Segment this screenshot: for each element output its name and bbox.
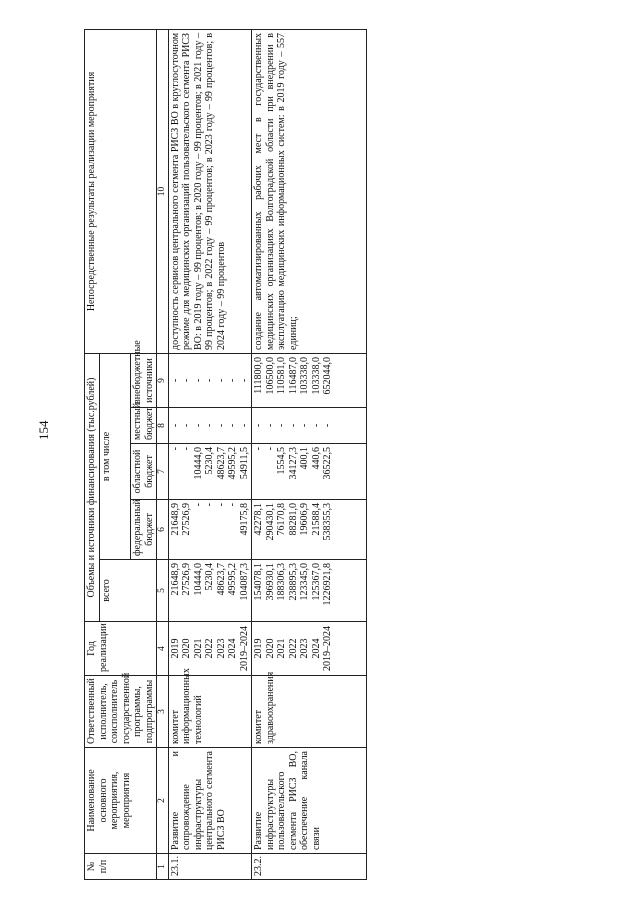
header-results: Непосредственные результаты реализации мероприятия xyxy=(85,29,157,353)
value: 123345,0 xyxy=(299,563,311,601)
header-federal: федеральный бюджет xyxy=(131,500,157,560)
value: 538355,3 xyxy=(322,503,334,541)
value: - xyxy=(299,423,311,428)
value: 27526,9 xyxy=(181,563,193,596)
row-local xyxy=(168,408,252,444)
value: - xyxy=(204,503,216,507)
value: - xyxy=(215,378,227,383)
header-total: всего xyxy=(99,560,157,622)
year: 2023 xyxy=(299,638,311,659)
value: 440,6 xyxy=(310,447,322,470)
value: - xyxy=(192,423,204,428)
value: - xyxy=(322,423,334,428)
header-year: Год реализации xyxy=(85,622,157,676)
row-regional xyxy=(168,444,252,500)
value: 21588,4 xyxy=(310,503,322,536)
header-funding: Объемы и источники финансирования (тыс.рублей) xyxy=(85,353,100,621)
value: 103338,0 xyxy=(310,356,322,395)
value: - xyxy=(276,423,288,428)
value: 116487,0 xyxy=(287,356,299,395)
row-offbudget xyxy=(252,353,367,407)
row-total xyxy=(168,560,252,622)
header-regional: областной бюджет xyxy=(131,444,157,500)
year: 2021 xyxy=(192,638,204,659)
row-local xyxy=(252,408,367,444)
row-num: 23.2. xyxy=(252,854,367,880)
row-num: 23.1. xyxy=(168,854,252,880)
header-name: Наименование основного мероприятия, мероприятия xyxy=(85,748,157,854)
value: 36522,5 xyxy=(322,447,334,480)
value: - xyxy=(215,423,227,428)
year: 2019 xyxy=(253,638,265,659)
year: 2022 xyxy=(287,638,299,659)
row-executor: комитет здравоохранения xyxy=(252,676,367,748)
value: - xyxy=(238,378,250,383)
value: 48623,7 xyxy=(215,563,227,596)
col-number: 4 xyxy=(157,622,169,676)
value: - xyxy=(310,423,322,428)
header-local: местный бюджет xyxy=(131,408,157,444)
year: 2024 xyxy=(310,638,322,659)
table-row xyxy=(252,29,367,879)
value: 1226921,8 xyxy=(322,563,334,606)
col-number: 8 xyxy=(157,408,169,444)
value: 76170,8 xyxy=(276,503,288,536)
year: 2019 xyxy=(169,638,181,659)
value: 49175,8 xyxy=(238,503,250,536)
value: - xyxy=(169,423,181,428)
col-number: 5 xyxy=(157,560,169,622)
value: 42278,1 xyxy=(253,503,265,536)
year: 2019–2024 xyxy=(322,626,334,671)
value: 5230,4 xyxy=(204,563,216,591)
value: - xyxy=(215,503,227,507)
header-executor: Ответственный исполнитель, соисполнитель государственной программы, подпрограммы xyxy=(85,676,157,748)
value: 103338,0 xyxy=(299,356,311,395)
col-number: 7 xyxy=(157,444,169,500)
col-number: 6 xyxy=(157,500,169,560)
value: 49595,2 xyxy=(227,563,239,596)
value: - xyxy=(181,378,193,383)
program-table xyxy=(84,29,367,880)
value: - xyxy=(238,423,250,428)
page-number: 154 xyxy=(36,420,51,440)
row-executor: комитет информационных технологий xyxy=(168,676,252,748)
value: - xyxy=(227,503,239,507)
row-regional xyxy=(252,444,367,500)
row-federal xyxy=(168,500,252,560)
year: 2024 xyxy=(227,638,239,659)
col-number: 9 xyxy=(157,353,169,407)
value: 188306,3 xyxy=(276,563,288,601)
col-number: 3 xyxy=(157,676,169,748)
value: 10444,0 xyxy=(192,447,204,480)
row-result: создание автоматизированных рабочих мест в государственных медицинских организациях Волгоградской области при внедрении в эксплуатацию медицинских информационных систем: в 2019 году – 557 единиц; xyxy=(252,29,367,353)
value: 21648,9 xyxy=(169,563,181,596)
header-incl: в том числе xyxy=(99,353,131,559)
value: - xyxy=(227,378,239,383)
value: 396930,1 xyxy=(264,563,276,601)
value: 27526,9 xyxy=(181,503,193,536)
value: 49595,2 xyxy=(227,447,239,480)
value: - xyxy=(192,378,204,383)
value: 652044,0 xyxy=(322,356,334,395)
value: - xyxy=(253,423,265,428)
value: 88281,0 xyxy=(287,503,299,536)
value: 290430,1 xyxy=(264,503,276,541)
value: - xyxy=(192,503,204,507)
col-number: 10 xyxy=(157,29,169,353)
value: 111800,0 xyxy=(253,356,265,394)
value: - xyxy=(287,423,299,428)
value: 154078,1 xyxy=(253,563,265,601)
year: 2020 xyxy=(264,638,276,659)
year: 2020 xyxy=(181,638,193,659)
col-number: 2 xyxy=(157,748,169,854)
value: - xyxy=(227,423,239,428)
row-years xyxy=(252,622,367,676)
row-result: доступность сервисов центрального сегмента РИСЗ ВО в круглосуточном режиме для медицинских организаций пользовательского сегмента РИСЗ ВО: в 2019 году – 99 процентов; в 2020 году – 99 процентов; в 2021 году – 99 процентов; в 2022 году – 99 процентов; в 2023 году – 99 процентов; в 2024 году – 99 процентов xyxy=(168,29,252,353)
value: 34127,3 xyxy=(287,447,299,480)
value: - xyxy=(264,423,276,428)
rotated-document xyxy=(84,30,636,880)
value: 400,1 xyxy=(299,447,311,470)
value: 238895,3 xyxy=(287,563,299,601)
value: 104087,3 xyxy=(238,563,250,601)
col-number: 1 xyxy=(157,854,169,880)
value: - xyxy=(181,423,193,428)
value: 106500,0 xyxy=(264,356,276,395)
header-offbudget: внебюджетные источники xyxy=(131,353,157,407)
value: - xyxy=(253,447,265,451)
value: - xyxy=(264,447,276,451)
value: 54911,5 xyxy=(238,447,250,480)
value: 21648,9 xyxy=(169,503,181,536)
row-federal xyxy=(252,500,367,560)
year: 2019–2024 xyxy=(238,626,250,671)
value: - xyxy=(169,378,181,383)
value: - xyxy=(169,447,181,451)
year: 2023 xyxy=(215,638,227,659)
value: 48623,7 xyxy=(215,447,227,480)
value: - xyxy=(204,423,216,428)
year: 2022 xyxy=(204,638,216,659)
row-name: Развитие и сопровождение инфраструктуры центрального сегмента РИСЗ ВО xyxy=(168,748,252,854)
value: - xyxy=(181,447,193,451)
value: 110581,0 xyxy=(276,356,288,395)
value: 1554,5 xyxy=(276,447,288,475)
value: 125367,0 xyxy=(310,563,322,601)
header-num: № п/п xyxy=(85,854,157,880)
year: 2021 xyxy=(276,638,288,659)
table-row xyxy=(168,29,252,879)
row-name: Развитие инфраструктуры пользовательского сегмента РИСЗ ВО, обеспечение канала связи xyxy=(252,748,367,854)
row-offbudget xyxy=(168,353,252,407)
row-total xyxy=(252,560,367,622)
value: - xyxy=(204,378,216,383)
value: 10444,0 xyxy=(192,563,204,596)
value: 5230,4 xyxy=(204,447,216,475)
value: 19606,9 xyxy=(299,503,311,536)
